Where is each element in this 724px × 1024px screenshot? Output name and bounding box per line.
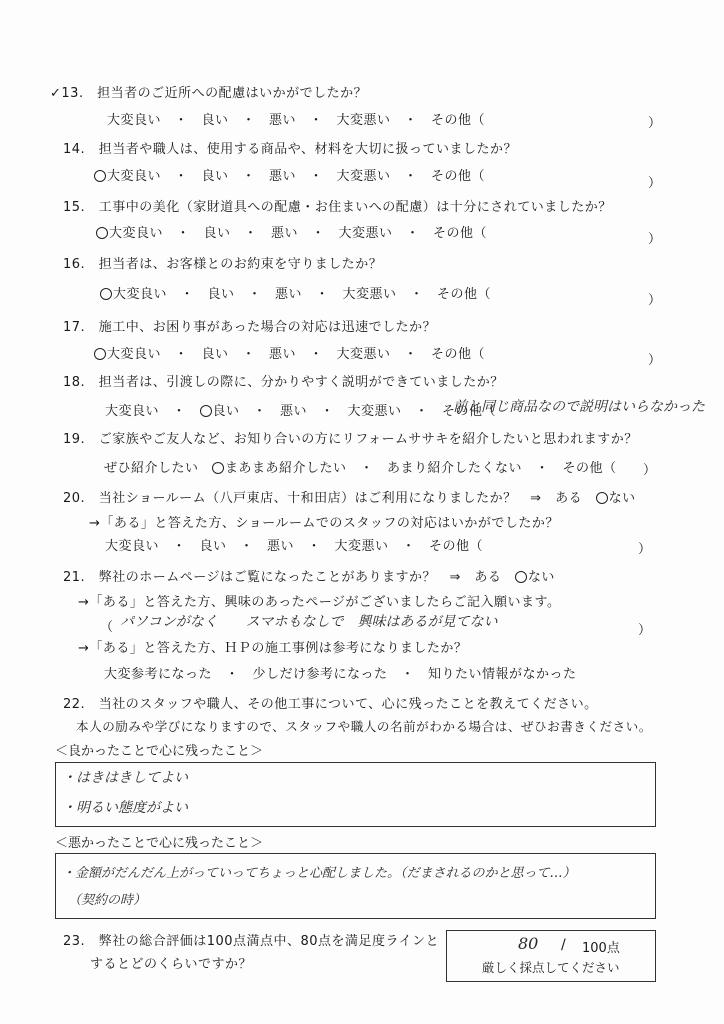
q16-options: 大変良い ・ 良い ・ 悪い ・ 大変悪い ・ その他（ [100,283,491,302]
selected-circle-icon [94,170,106,182]
q14-options: 大変良い ・ 良い ・ 悪い ・ 大変悪い ・ その他（ [94,165,485,184]
selected-circle-icon [200,405,212,417]
q21-question: 21. 弊社のホームページはご覧になったことがありますか？ ⇒ ある ない [63,570,555,585]
q13-question: ✓13. 担当者のご近所への配慮はいかがでしたか？ [50,86,368,101]
q23-question: 23. 弊社の総合評価は100点満点中、80点を満足度ラインと [63,934,440,949]
check-mark-icon: ✓ [50,86,62,101]
score-note: 厳しく採点してください [482,960,620,975]
bad-section-label: ＜悪かったことで心に残ったこと＞ [55,836,264,851]
bad-comment-line2: （契約の時） [68,893,147,908]
q18-question: 18. 担当者は、引渡しの際に、分かりやすく説明ができていましたか？ [63,375,504,390]
good-comment-line2: ・明るい態度がよい [62,800,188,816]
q15-close: ） [648,232,662,247]
q22-subtext: 本人の励みや学びになりますので、スタッフや職人の名前がわかる場合は、ぜひお書きください。 [76,719,652,734]
q20-options: 大変良い ・ 良い ・ 悪い ・ 大変悪い ・ その他（ [105,539,484,554]
q14-question: 14. 担当者や職人は、使用する商品や、材料を大切に扱っていましたか？ [63,142,517,157]
q14-close: ） [648,176,662,191]
q19-close: ） [643,463,657,478]
q15-options: 大変良い ・ 良い ・ 悪い ・ 大変悪い ・ その他（ [96,222,487,241]
selected-circle-icon [94,348,106,360]
q18-options: 大変良い ・ 良い ・ 悪い ・ 大変悪い ・ その他（ [105,404,497,419]
selected-circle-icon [515,571,527,583]
q21-followup1: →「ある」と答えた方、興味のあったページがございましたらご記入願います。 [78,595,561,610]
selected-circle-icon [212,462,224,474]
q19-question: 19. ご家族やご友人など、お知り合いの方にリフォームササキを紹介したいと思われますか？ [63,432,638,447]
q16-question: 16. 担当者は、お客様とのお約束を守りましたか？ [63,257,383,272]
good-comment-line1: ・はきはきしてよい [62,770,188,786]
selected-circle-icon [96,227,108,239]
q13-options: 大変良い ・ 良い ・ 悪い ・ 大変悪い ・ その他（ [107,113,486,128]
q20-question: 20. 当社ショールーム（八戸東店、十和田店）はご利用になりましたか？ ⇒ ある ない [63,491,636,506]
q20-close: ） [638,542,652,557]
q21-options: 大変参考になった ・ 少しだけ参考になった ・ 知りたい情報がなかった [104,667,577,682]
q19-options: ぜひ紹介したい まあまあ紹介したい ・ あまり紹介したくない ・ その他（ [104,461,617,476]
bad-comment-line1: ・金額がだんだん上がっていってちょっと心配しました。（だまされるのかと思って…） [62,866,576,881]
q21-open: （ [100,620,114,635]
good-section-label: ＜良かったことで心に残ったこと＞ [55,744,264,759]
q17-close: ） [648,353,662,368]
q17-options: 大変良い ・ 良い ・ 悪い ・ 大変悪い ・ その他（ [94,343,485,362]
score-slash: / [561,937,566,953]
q13-close: ） [648,116,662,131]
q21-handwritten-answer: パソコンがなく スマホもなしで 興味はあるが見てない [120,614,498,630]
score-max: 100点 [582,941,620,956]
q23-question-line2: するとどのくらいですか？ [90,957,253,972]
q21-close: ） [638,623,652,638]
q18-handwritten-answer: 前と同じ商品なので説明はいらなかった [453,399,705,415]
q15-question: 15. 工事中の美化（家財道具への配慮・お住まいへの配慮）は十分にされていましたか？ [63,200,612,215]
q22-question: 22. 当社のスタッフや職人、その他工事について、心に残ったことを教えてください。 [63,697,598,712]
selected-circle-icon [596,492,608,504]
q16-close: ） [648,293,662,308]
selected-circle-icon [100,288,112,300]
q17-question: 17. 施工中、お困り事があった場合の対応は迅速でしたか？ [63,320,437,335]
q20-followup: →「ある」と答えた方、ショールームでのスタッフの対応はいかがでしたか？ [89,516,559,531]
q21-followup2: →「ある」と答えた方、ＨＰの施工事例は参考になりましたか？ [78,641,468,656]
score-value: 80 [518,934,539,953]
